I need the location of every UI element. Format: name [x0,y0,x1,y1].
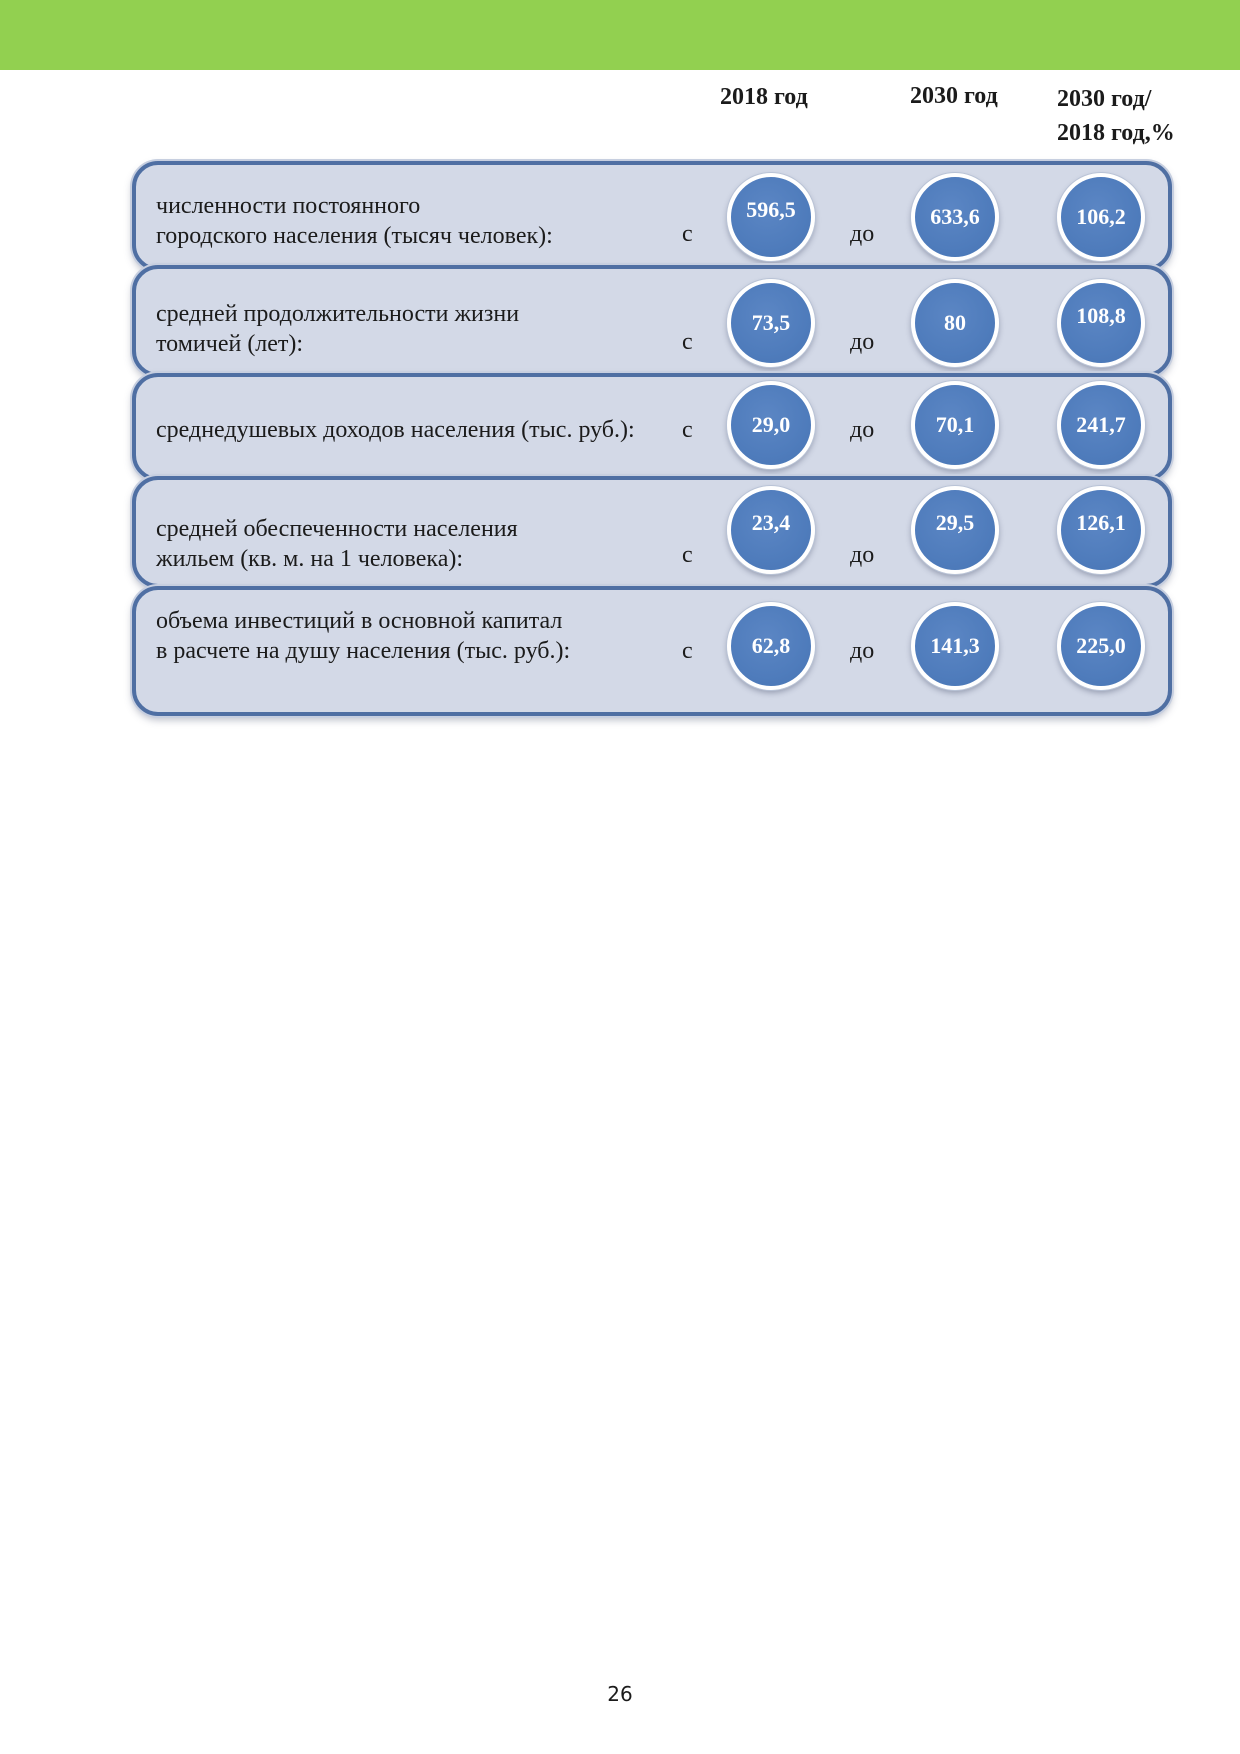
value-2018-circle: 23,4 [727,486,815,574]
indicator-label-line2: томичей (лет): [156,331,304,357]
indicator-row-investment [132,586,1172,716]
indicator-label-line2: жильем (кв. м. на 1 человека): [156,546,464,572]
indicator-label-line2: в расчете на душу населения (тыс. руб.): [156,638,571,664]
indicator-label [156,606,570,666]
indicator-label [156,415,635,445]
column-header-ratio [1057,82,1175,150]
word-to: до [850,221,875,247]
word-from: с [682,329,693,355]
indicator-label-line1: средней обеспеченности населения [156,516,518,542]
value-2030-circle: 80 [911,279,999,367]
value-2018-circle: 62,8 [727,602,815,690]
ratio-circle: 108,8 [1057,279,1145,367]
word-to: до [850,417,875,443]
value-2030-circle: 70,1 [911,381,999,469]
ratio-circle: 225,0 [1057,602,1145,690]
indicator-label-line1: среднедушевых доходов населения (тыс. руб.): [156,417,635,443]
indicator-row-life-expectancy [132,265,1172,377]
indicator-label-line1: численности постоянного [156,193,421,219]
value-2030-circle: 29,5 [911,486,999,574]
word-to: до [850,638,875,664]
word-to: до [850,542,875,568]
top-color-band [0,0,1240,70]
column-header-ratio-line2: 2018 год,% [1057,120,1175,146]
word-from: с [682,638,693,664]
indicator-label [156,191,553,251]
column-header-2030: 2030 год [910,83,998,109]
column-header-ratio-line1: 2030 год/ [1057,86,1152,112]
ratio-circle: 241,7 [1057,381,1145,469]
value-2030-circle: 633,6 [911,173,999,261]
value-2018-circle: 29,0 [727,381,815,469]
indicator-row-income [132,373,1172,481]
value-2018-circle: 73,5 [727,279,815,367]
word-to: до [850,329,875,355]
word-from: с [682,221,693,247]
page-number: 26 [607,1682,633,1706]
ratio-circle: 106,2 [1057,173,1145,261]
indicator-label-line1: средней продолжительности жизни [156,301,520,327]
value-2018-circle: 596,5 [727,173,815,261]
value-2030-circle: 141,3 [911,602,999,690]
column-header-2018: 2018 год [720,84,808,110]
word-from: с [682,542,693,568]
indicator-row-housing [132,476,1172,588]
indicator-label [156,514,518,574]
indicator-label-line1: объема инвестиций в основной капитал [156,608,563,634]
indicator-row-population [132,161,1172,271]
word-from: с [682,417,693,443]
indicator-label-line2: городского населения (тысяч человек): [156,223,553,249]
ratio-circle: 126,1 [1057,486,1145,574]
indicator-label [156,299,519,359]
